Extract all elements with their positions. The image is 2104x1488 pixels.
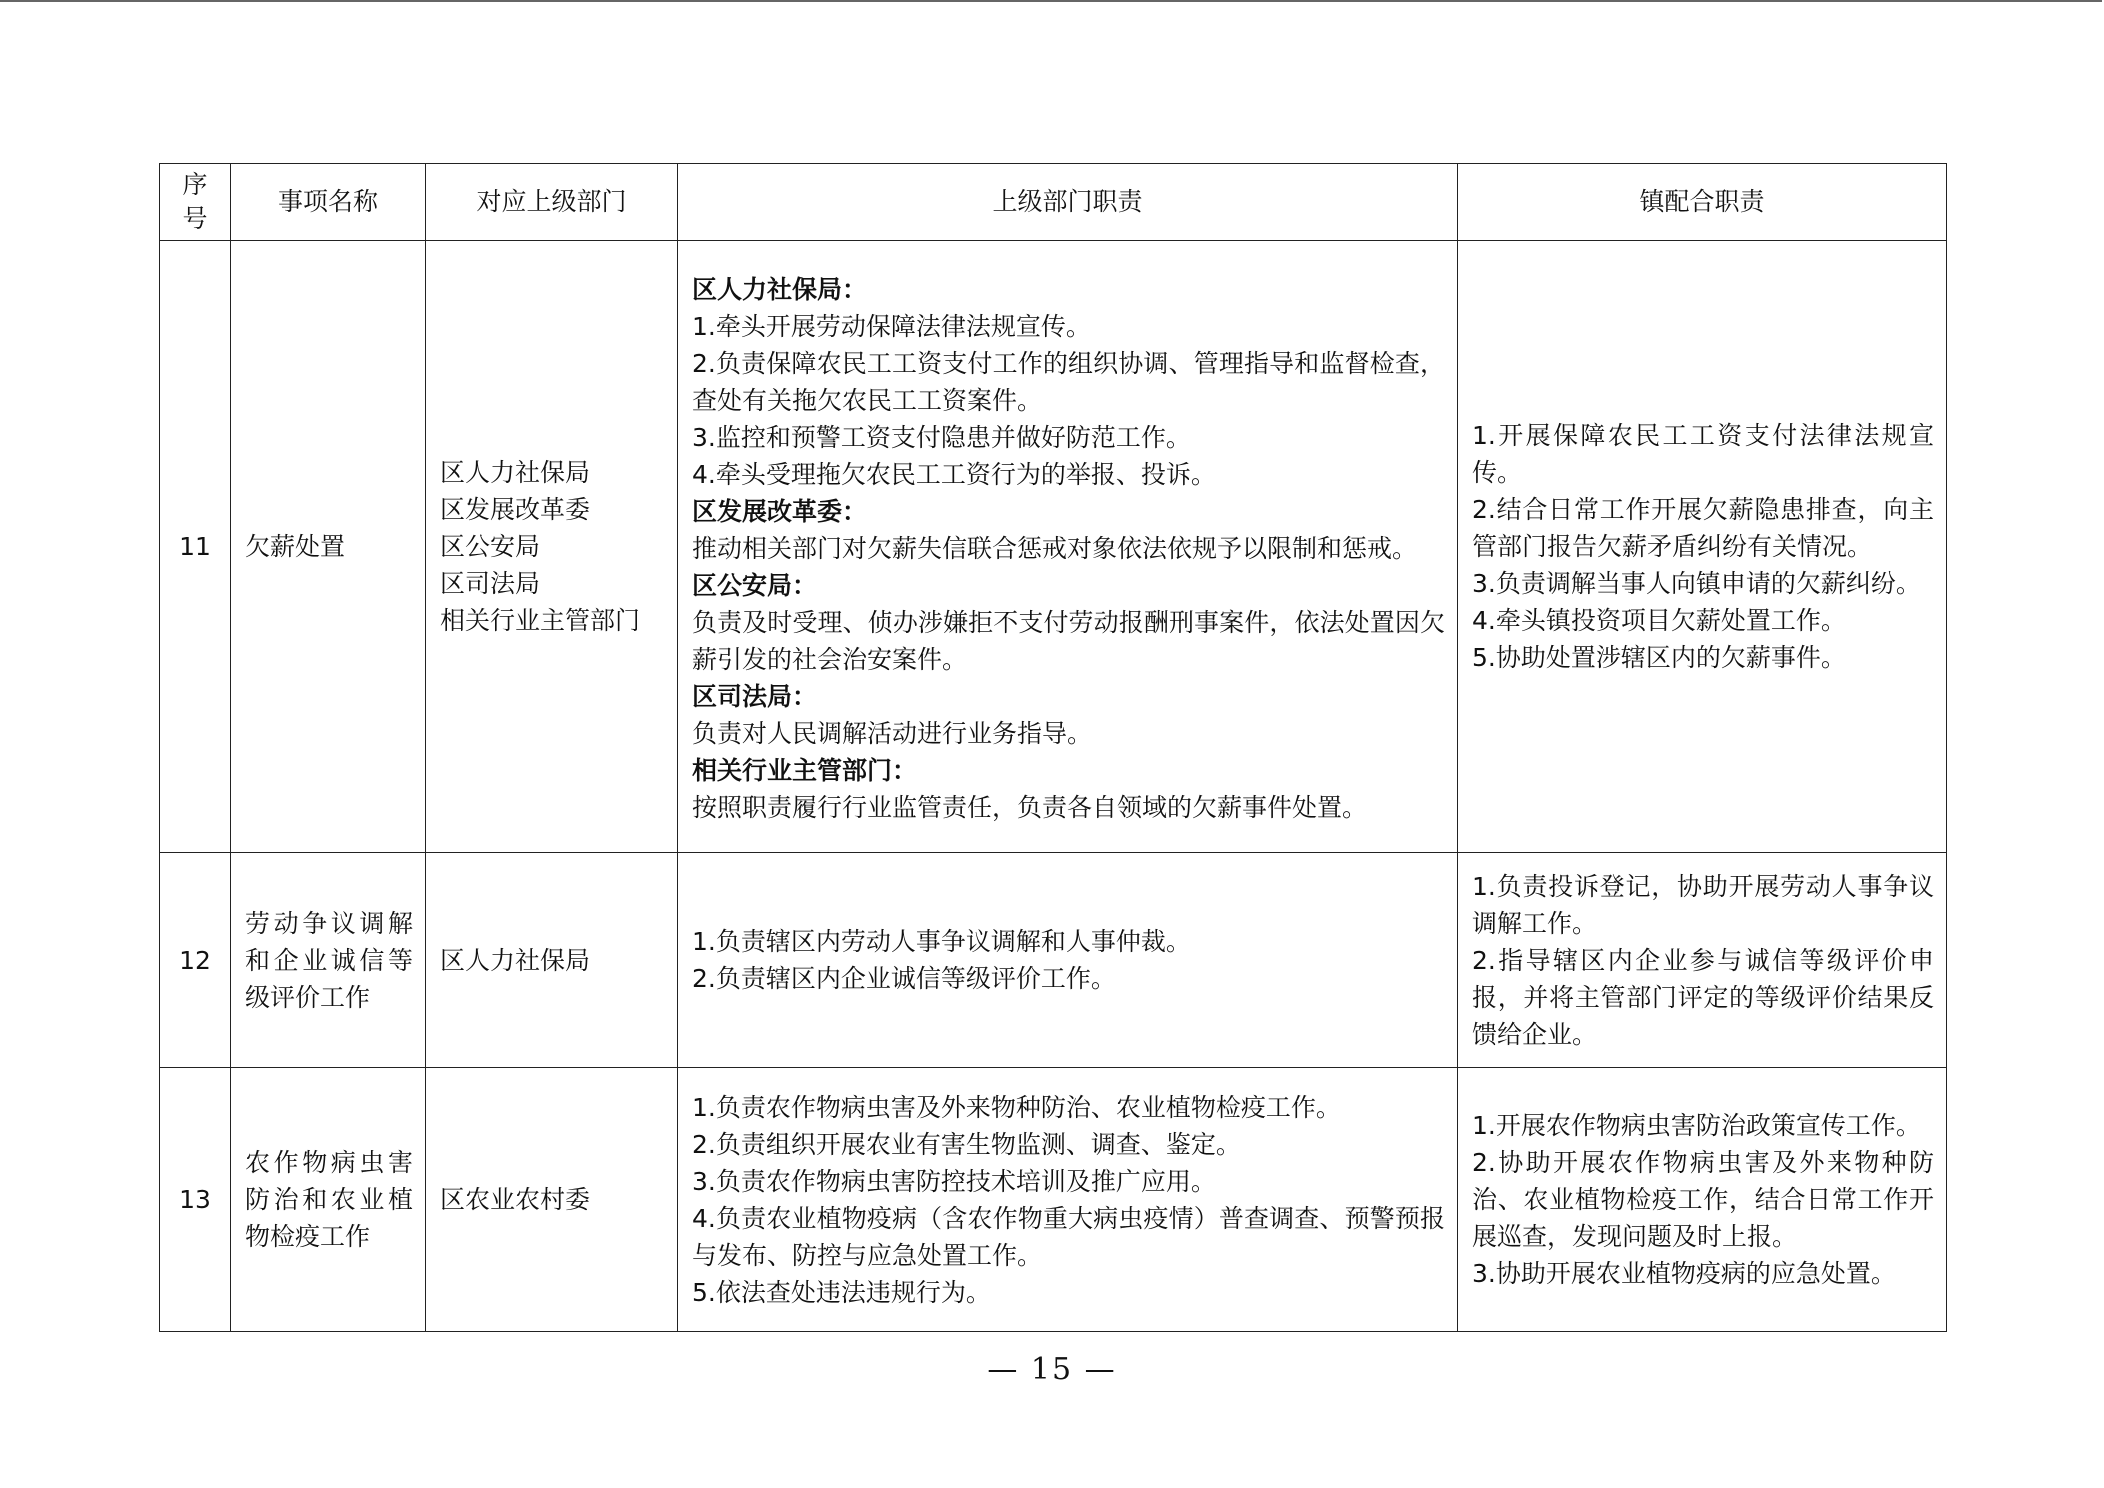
dept-item: 区发展改革委	[440, 495, 591, 524]
responsibility-table	[159, 163, 1947, 1332]
duty-line: 3.负责农作物病虫害防控技术培训及推广应用。	[692, 1166, 1216, 1196]
duty-line: 1.牵头开展劳动保障法律法规宣传。	[692, 312, 1091, 341]
duty-heading: 区人力社保局：	[692, 275, 868, 304]
duty-line: 4.负责农业植物疫病（含农作物重大病虫疫情）普查调查、预警预报与发布、防控与应急处置工作。	[692, 1203, 1445, 1270]
page-top-border	[0, 0, 2102, 2]
duty-line: 2.负责组织开展农业有害生物监测、调查、鉴定。	[692, 1129, 1241, 1159]
town-duty-line: 1.开展保障农民工工资支付法律法规宣传。	[1472, 421, 1934, 487]
row-number: 11	[160, 241, 231, 853]
table-header-row	[160, 164, 1947, 241]
dept-item: 区人力社保局	[440, 945, 591, 975]
duty-line: 2.负责辖区内企业诚信等级评价工作。	[692, 964, 1116, 993]
superior-duties	[678, 853, 1458, 1068]
table-row	[160, 241, 1947, 853]
dept-item: 区公安局	[440, 532, 541, 561]
header-superior-dept: 对应上级部门	[426, 164, 678, 241]
table-row	[160, 1068, 1947, 1332]
town-duty-line: 5.协助处置涉辖区内的欠薪事件。	[1472, 643, 1846, 672]
dept-item: 区农业农村委	[440, 1185, 591, 1214]
duty-line: 4.牵头受理拖欠农民工工资行为的举报、投诉。	[692, 460, 1216, 489]
row-number: 12	[160, 853, 231, 1068]
duty-heading: 相关行业主管部门：	[692, 756, 918, 785]
town-duty-line: 2.指导辖区内企业参与诚信等级评价申报，并将主管部门评定的等级评价结果反馈给企业。	[1472, 945, 1934, 1049]
duty-heading: 区公安局：	[692, 571, 818, 600]
duty-line: 推动相关部门对欠薪失信联合惩戒对象依法依规予以限制和惩戒。	[692, 534, 1418, 563]
header-no: 序 号	[160, 164, 231, 241]
town-duties	[1458, 1068, 1947, 1332]
dept-item: 相关行业主管部门	[440, 606, 641, 635]
town-duty-line: 3.协助开展农业植物疫病的应急处置。	[1472, 1259, 1896, 1288]
duty-line: 1.负责辖区内劳动人事争议调解和人事仲裁。	[692, 927, 1191, 956]
duty-line: 5.依法查处违法违规行为。	[692, 1277, 991, 1307]
town-duty-line: 1.开展农作物病虫害防治政策宣传工作。	[1472, 1111, 1921, 1140]
header-superior-duties: 上级部门职责	[678, 164, 1458, 241]
superior-duties	[678, 241, 1458, 853]
header-item-name: 事项名称	[231, 164, 426, 241]
duty-heading: 区发展改革委：	[692, 497, 868, 526]
table-row	[160, 853, 1947, 1068]
dept-list	[426, 1068, 678, 1332]
duty-line: 2.负责保障农民工工资支付工作的组织协调、管理指导和监督检查，查处有关拖欠农民工工资案件。	[692, 349, 1445, 415]
town-duty-line: 1.负责投诉登记，协助开展劳动人事争议调解工作。	[1472, 871, 1934, 938]
town-duties	[1458, 241, 1947, 853]
town-duty-line: 2.协助开展农作物病虫害及外来物种防治、农业植物检疫工作，结合日常工作开展巡查，发现问题及时上报。	[1472, 1148, 1934, 1251]
page-number: — 15 —	[987, 1352, 1117, 1387]
town-duties	[1458, 853, 1947, 1068]
duty-heading: 区司法局：	[692, 682, 818, 711]
dept-item: 区司法局	[440, 569, 541, 598]
dept-list	[426, 853, 678, 1068]
header-town-duties: 镇配合职责	[1458, 164, 1947, 241]
superior-duties	[678, 1068, 1458, 1332]
item-name: 劳动争议调解和企业诚信等级评价工作	[231, 853, 426, 1068]
item-name: 欠薪处置	[231, 241, 426, 853]
row-number: 13	[160, 1068, 231, 1332]
dept-item: 区人力社保局	[440, 458, 591, 487]
town-duty-line: 4.牵头镇投资项目欠薪处置工作。	[1472, 606, 1846, 635]
town-duty-line: 3.负责调解当事人向镇申请的欠薪纠纷。	[1472, 569, 1921, 598]
item-name: 农作物病虫害防治和农业植物检疫工作	[231, 1068, 426, 1332]
duty-line: 负责及时受理、侦办涉嫌拒不支付劳动报酬刑事案件，依法处置因欠薪引发的社会治安案件。	[692, 608, 1445, 674]
duty-line: 按照职责履行行业监管责任，负责各自领域的欠薪事件处置。	[692, 793, 1368, 822]
duty-line: 3.监控和预警工资支付隐患并做好防范工作。	[692, 423, 1191, 452]
duty-line: 负责对人民调解活动进行业务指导。	[692, 719, 1093, 748]
town-duty-line: 2.结合日常工作开展欠薪隐患排查，向主管部门报告欠薪矛盾纠纷有关情况。	[1472, 495, 1934, 561]
duty-line: 1.负责农作物病虫害及外来物种防治、农业植物检疫工作。	[692, 1092, 1341, 1122]
dept-list	[426, 241, 678, 853]
